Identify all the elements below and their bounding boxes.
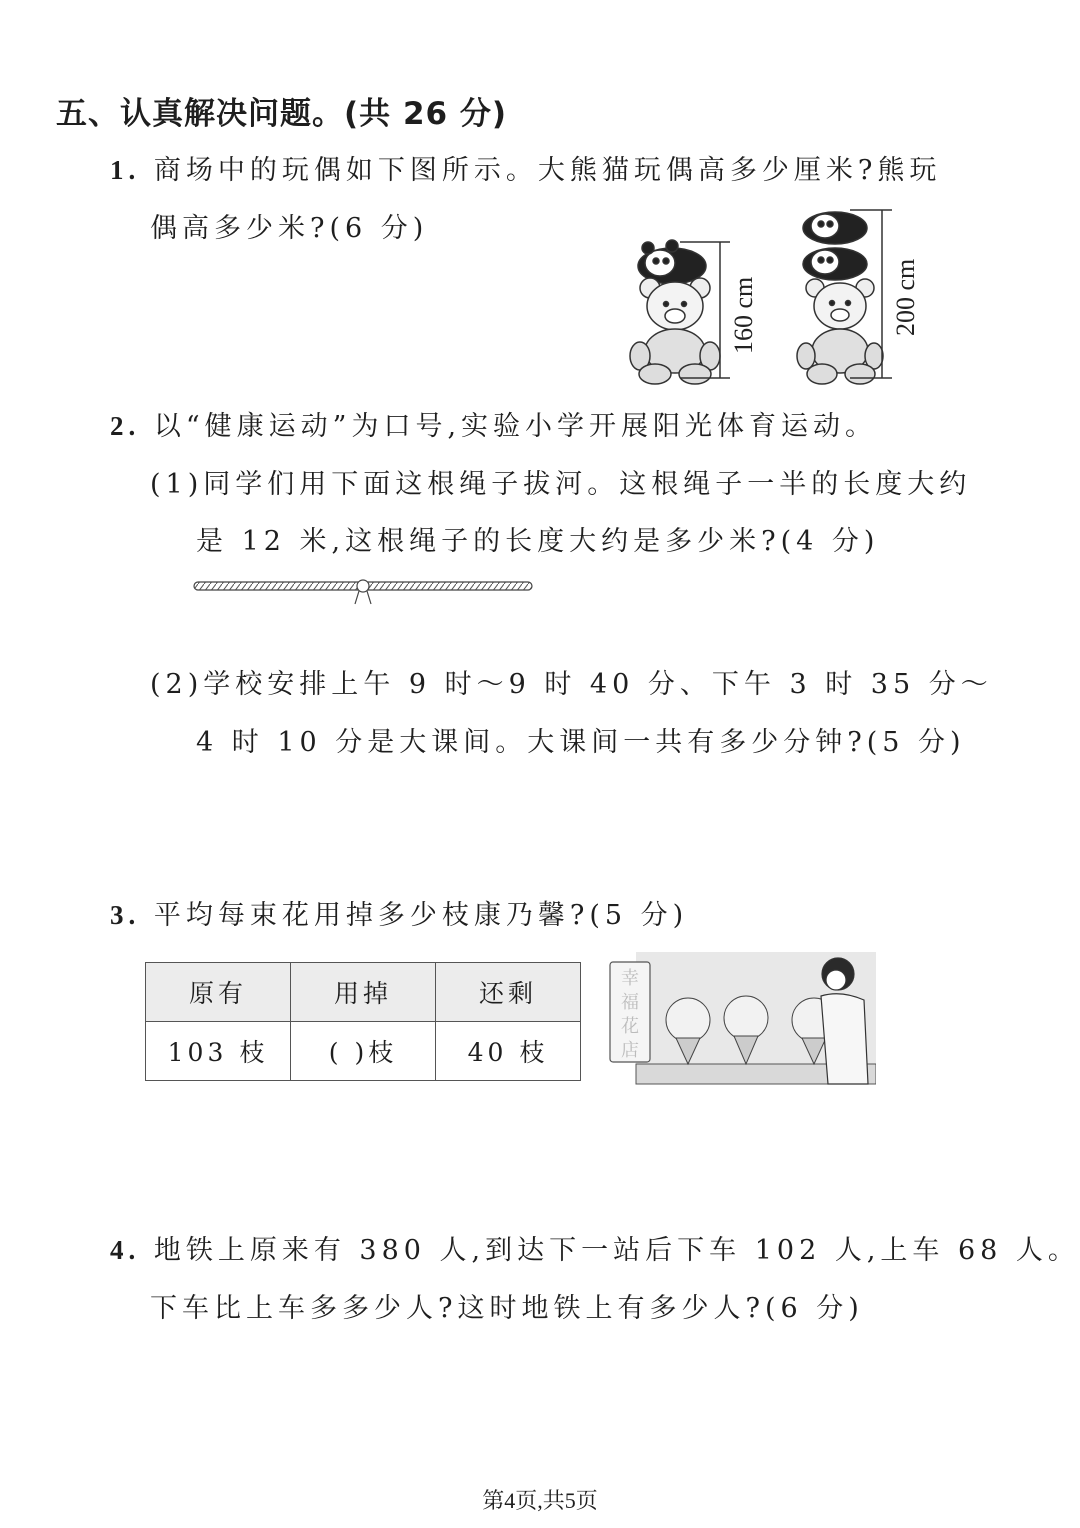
rope-figure (192, 576, 536, 608)
question-2-line-1 (110, 404, 877, 443)
question-3-number: 3. (110, 900, 141, 930)
shop-sign-char: 福 (621, 992, 639, 1013)
question-2-number: 2. (110, 411, 141, 441)
rope-knot (355, 580, 371, 604)
question-4-line-1 (110, 1228, 1080, 1267)
shop-sign-char: 店 (621, 1040, 639, 1061)
table-header-row (146, 963, 581, 1022)
flower-table (145, 962, 581, 1081)
table-header-cell: 用掉 (291, 963, 436, 1022)
question-3-text: 平均每束花用掉多少枝康乃馨?(5 分) (153, 900, 689, 931)
question-3-line-1 (110, 893, 688, 932)
shop-sign-char: 幸 (621, 968, 639, 989)
table-header-cell: 还剩 (436, 963, 581, 1022)
page-footer: 第4页,共5页 (482, 1488, 598, 1513)
question-1-text: 商场中的玩偶如下图所示。大熊猫玩偶高多少厘米?熊玩 (153, 155, 942, 186)
question-1-line-2: 偶高多少米?(6 分) (150, 213, 429, 244)
table-cell: 103 枝 (146, 1022, 291, 1081)
section-title: 五、认真解决问题。(共 26 分) (56, 96, 508, 132)
panda-on-bear-left (630, 240, 720, 384)
question-4-text: 地铁上原来有 380 人,到达下一站后下车 102 人,上车 68 人。 (153, 1235, 1080, 1266)
question-2-part-2-line-1: (2)学校安排上午 9 时～9 时 40 分、下午 3 时 35 分～ (150, 669, 993, 700)
question-4-line-2: 下车比上车多多少人?这时地铁上有多少人?(6 分) (150, 1293, 864, 1324)
flower-shop-figure (606, 952, 876, 1092)
table-cell-answer-blank[interactable]: ( )枝 (291, 1022, 436, 1081)
pandas-on-bear-right (797, 212, 883, 384)
question-1-line-1 (110, 148, 941, 187)
label-right-height: 200 cm (891, 258, 920, 336)
table-header-cell: 原有 (146, 963, 291, 1022)
toy-height-figure (620, 208, 920, 388)
question-2-part-2-line-2: 4 时 10 分是大课间。大课间一共有多少分钟?(5 分) (196, 727, 966, 758)
question-2-part-1-line-1: (1)同学们用下面这根绳子拔河。这根绳子一半的长度大约 (150, 469, 972, 500)
question-2-part-1-line-2: 是 12 米,这根绳子的长度大约是多少米?(4 分) (196, 526, 880, 557)
label-left-height: 160 cm (729, 276, 758, 354)
question-1-number: 1. (110, 155, 141, 185)
shop-sign-char: 花 (621, 1016, 639, 1037)
question-2-intro: 以“健康运动”为口号,实验小学开展阳光体育运动。 (153, 411, 878, 442)
table-cell: 40 枝 (436, 1022, 581, 1081)
question-4-number: 4. (110, 1235, 141, 1265)
table-row (146, 1022, 581, 1081)
